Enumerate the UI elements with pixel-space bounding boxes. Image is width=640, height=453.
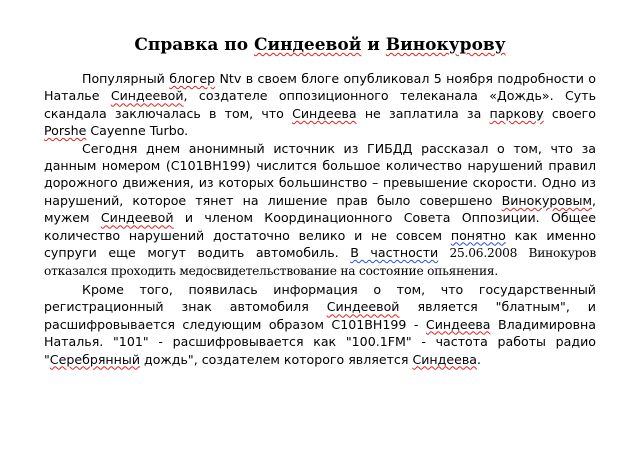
paragraph-text: , мужем xyxy=(44,192,596,226)
paragraph-text-serif: 25.06.2008 Винокуров отказался проходить медосвидетельствование на состояние опьянения. xyxy=(44,246,596,279)
paragraph-1 xyxy=(44,70,596,140)
title-text: и xyxy=(361,35,386,55)
paragraph-text: как именно супруги еще могут водить автомобиль. xyxy=(44,227,596,261)
paragraph-text: Ntv в своем блоге опубликовал 5 ноября подробности о Наталье xyxy=(44,71,596,104)
document-body xyxy=(44,70,596,368)
paragraph-3 xyxy=(44,281,596,368)
misspelled-word: Porshe xyxy=(44,123,87,139)
misspelled-word: Синдеева xyxy=(425,316,491,332)
title-word-vinokurov: Винокурову xyxy=(385,35,506,55)
paragraph-text: дождь", создателем которого является xyxy=(140,351,413,367)
misspelled-word: Винокуровым xyxy=(501,192,592,208)
misspelled-word: Синдеева xyxy=(292,105,357,121)
document-title xyxy=(0,34,640,56)
paragraph-text: и членом Координационного Совета Оппозиции. Общее количество нарушений достаточно велико и не совсем xyxy=(44,210,596,243)
paragraph-text: Кроме того, появилась информация о том, что государственный регистрационный знак автомобиля xyxy=(44,281,596,315)
paragraph-text: своего xyxy=(543,105,596,121)
misspelled-word: Синдеевой xyxy=(100,210,174,226)
misspelled-word: Синдеева xyxy=(412,351,477,367)
paragraph-text: , создателе оппозиционного телеканала «Дождь». Суть скандала заключалась в том, что xyxy=(44,88,596,121)
paragraph-2 xyxy=(44,140,596,281)
misspelled-word: Синдеевой xyxy=(110,88,184,104)
misspelled-word: блогер xyxy=(169,71,216,86)
paragraph-text: не заплатила за xyxy=(356,105,490,121)
paragraph-text: является "блатным", и расшифровывается следующим образом С101ВН199 - xyxy=(44,299,596,332)
grammar-flagged-word: понятно xyxy=(450,227,506,243)
misspelled-word: Синдеевой xyxy=(326,299,400,315)
paragraph-text: . xyxy=(477,351,482,367)
paragraph-text: Популярный xyxy=(82,71,170,86)
paragraph-text: Cayenne Turbo. xyxy=(86,123,189,139)
title-text: Справка по xyxy=(134,35,254,55)
grammar-flagged-phrase: В частности xyxy=(350,245,439,261)
misspelled-word: Серебрянный xyxy=(49,351,141,367)
misspelled-word: паркову xyxy=(489,105,544,121)
paragraph-text: Сегодня днем анонимный источник из ГИБДД рассказал о том, что за данным номером (С101ВН199) числится большое количество нарушений правил дорожного движения, из которых большинство – превышение скорости. Одно из нарушений, которое тянет на лишение прав было совершено xyxy=(44,140,596,208)
title-word-sindeeva: Синдеевой xyxy=(254,35,362,55)
paragraph-text: Владимировна Наталья. "101" - расшифровывается как "100.1FM" - частота работы радио " xyxy=(44,316,596,367)
